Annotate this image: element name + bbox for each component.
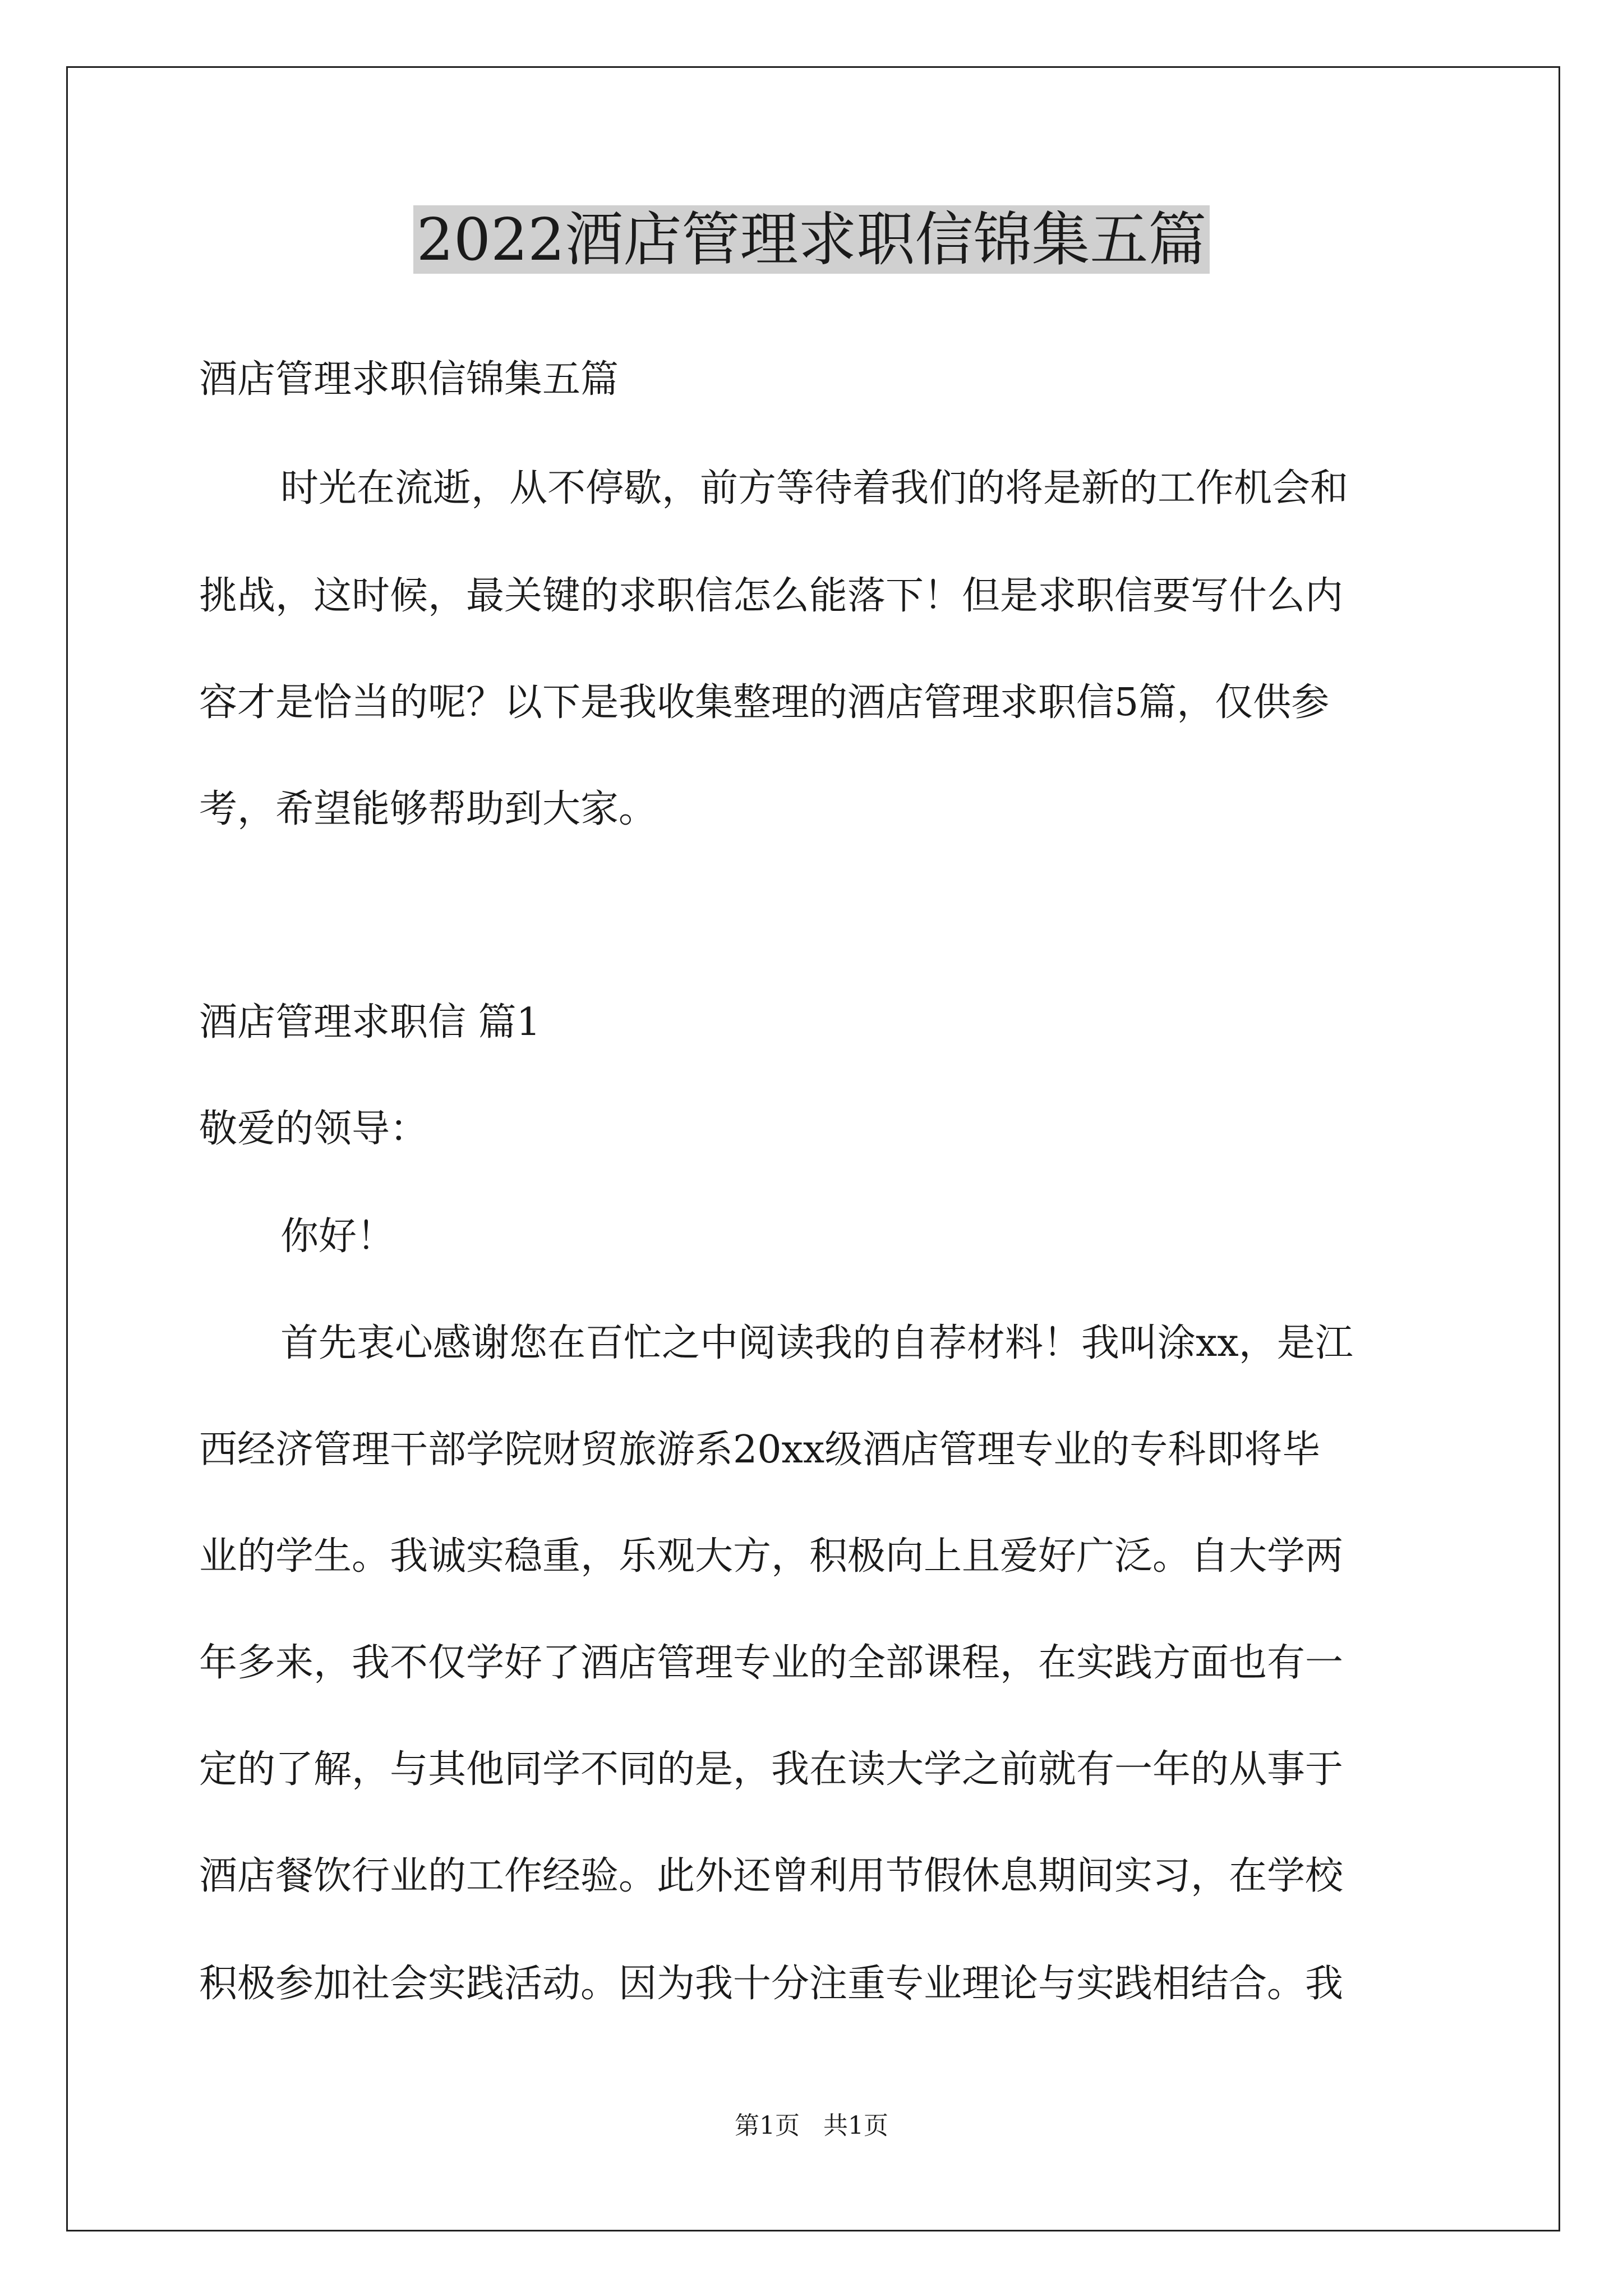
- body-line: 定的了解，与其他同学不同的是，我在读大学之前就有一年的从事于: [199, 1747, 1344, 1792]
- document-subtitle: 酒店管理求职信锦集五篇: [199, 357, 619, 402]
- page-number-footer: 第1页 共1页: [735, 2111, 888, 2140]
- intro-line: 时光在流逝，从不停歇，前方等待着我们的将是新的工作机会和: [280, 466, 1349, 510]
- body-line: 积极参加社会实践活动。因为我十分注重专业理论与实践相结合。我: [199, 1962, 1344, 2006]
- body-line: 酒店餐饮行业的工作经验。此外还曾利用节假休息期间实习，在学校: [199, 1854, 1344, 1898]
- document-title-text: 2022酒店管理求职信锦集五篇: [413, 205, 1210, 274]
- section-heading: 酒店管理求职信 篇1: [199, 1000, 541, 1045]
- intro-line: 挑战，这时候，最关键的求职信怎么能落下！但是求职信要写什么内: [199, 574, 1344, 618]
- salutation: 敬爱的领导：: [199, 1107, 428, 1151]
- document-title: [0, 203, 1623, 276]
- body-line: 业的学生。我诚实稳重，乐观大方，积极向上且爱好广泛。自大学两: [199, 1534, 1344, 1579]
- body-line: 首先衷心感谢您在百忙之中阅读我的自荐材料！我叫涂xx，是江: [280, 1321, 1353, 1365]
- body-line: 西经济管理干部学院财贸旅游系20xx级酒店管理专业的专科即将毕: [199, 1428, 1321, 1472]
- body-line: 年多来，我不仅学好了酒店管理专业的全部课程，在实践方面也有一: [199, 1641, 1344, 1685]
- intro-line: 考，希望能够帮助到大家。: [199, 787, 657, 831]
- intro-line: 容才是恰当的呢？以下是我收集整理的酒店管理求职信5篇，仅供参: [199, 680, 1330, 725]
- greeting: 你好！: [280, 1214, 395, 1259]
